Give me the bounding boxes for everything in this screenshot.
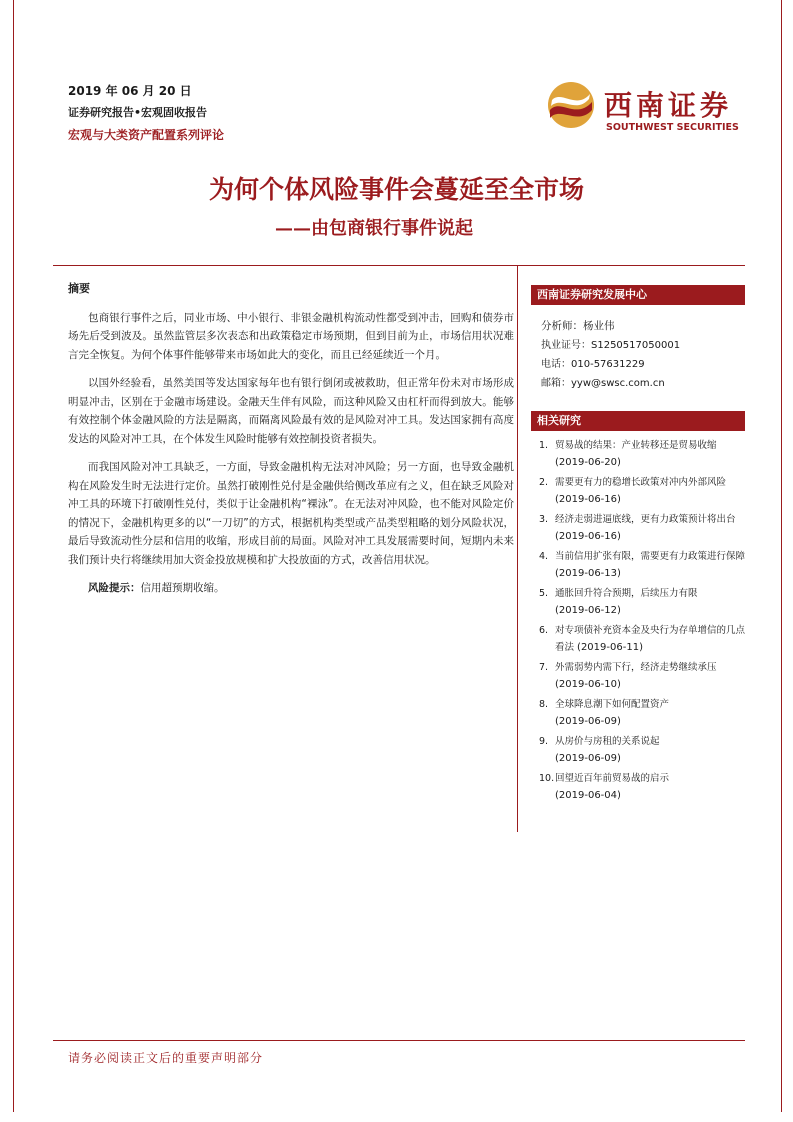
item-title: 当前信用扩张有限，需要更有力政策进行保障 bbox=[555, 551, 746, 562]
analyst-name: 分析师：杨业伟 bbox=[541, 320, 615, 332]
risk-warning bbox=[68, 579, 514, 598]
list-item[interactable] bbox=[539, 696, 745, 730]
report-date: 2019 年 06 月 20 日 bbox=[68, 84, 192, 98]
list-item[interactable] bbox=[539, 770, 745, 804]
item-date: (2019-06-16) bbox=[555, 494, 621, 505]
item-title: 全球降息潮下如何配置资产 bbox=[555, 699, 670, 710]
column-divider bbox=[517, 266, 518, 832]
abstract-paragraph: 而我国风险对冲工具缺乏，一方面，导致金融机构无法对冲风险；另一方面，也导致金融机构在风险发生时无法进行定价。虽然打破刚性兑付是金融供给侧改革应有之义，但在缺乏风险对冲工具的环境下打破刚性兑付，类似于让金融机构“裸泳”。在无法对冲风险，也不能对风险定价的情况下，金融机构更多的以“一刀切”的方式，根据机构类型或产品类型粗略的划分风险状况，最后导致流动性分层和信用的收缩，形成目前的局面。风险对冲工具发展需要时间，短期内未来我们预计央行将继续用加大资金投放规模和扩大投放面的方式，改善信用状况。 bbox=[68, 461, 514, 566]
company-logo bbox=[546, 80, 746, 136]
item-date: (2019-06-20) bbox=[555, 457, 621, 468]
list-item[interactable] bbox=[539, 622, 745, 656]
item-number: 2. bbox=[539, 477, 549, 488]
item-number: 1. bbox=[539, 440, 549, 451]
item-title: 经济走弱进逼底线，更有力政策预计将出台 bbox=[555, 514, 736, 525]
report-series: 宏观与大类资产配置系列评论 bbox=[68, 128, 225, 142]
report-subtitle: ——由包商银行事件说起 bbox=[275, 218, 473, 239]
abstract-heading: 摘要 bbox=[68, 282, 90, 295]
list-item[interactable] bbox=[539, 437, 745, 471]
item-number: 4. bbox=[539, 551, 549, 562]
abstract-section bbox=[68, 280, 514, 598]
abstract-paragraph: 包商银行事件之后，同业市场、中小银行、非银金融机构流动性都受到冲击，回购和债券市场先后受到波及。虽然监管层多次表态和出政策稳定市场预期，但到目前为止，市场信用状况难言完全恢复。为何个体事件能够带来市场如此大的变化，而且已经延续近一个月。 bbox=[68, 311, 514, 361]
list-item[interactable] bbox=[539, 511, 745, 545]
top-divider bbox=[53, 265, 745, 266]
list-item[interactable] bbox=[539, 659, 745, 693]
risk-label: 风险提示： bbox=[88, 582, 141, 594]
bottom-divider bbox=[53, 1040, 745, 1041]
report-meta bbox=[68, 80, 224, 146]
item-date: (2019-06-13) bbox=[555, 568, 621, 579]
item-title: 回望近百年前贸易战的启示 bbox=[555, 773, 670, 784]
logo-name-cn: 西南证券 bbox=[604, 89, 733, 122]
related-research-list bbox=[531, 437, 745, 804]
list-item[interactable] bbox=[539, 733, 745, 767]
list-item[interactable] bbox=[539, 548, 745, 582]
analyst-info bbox=[531, 305, 745, 401]
item-date: (2019-06-11) bbox=[577, 642, 643, 653]
report-category: 证券研究报告•宏观固收报告 bbox=[68, 106, 208, 119]
risk-text: 信用超预期收缩。 bbox=[140, 582, 225, 594]
item-number: 7. bbox=[539, 662, 549, 673]
item-title: 从房价与房租的关系说起 bbox=[555, 736, 660, 747]
logo-name-en: SOUTHWEST SECURITIES bbox=[606, 122, 739, 133]
item-date: (2019-06-10) bbox=[555, 679, 621, 690]
related-research-title: 相关研究 bbox=[531, 411, 745, 431]
footer-disclaimer: 请务必阅读正文后的重要声明部分 bbox=[68, 1051, 264, 1065]
item-date: (2019-06-16) bbox=[555, 531, 621, 542]
item-number: 10. bbox=[539, 773, 555, 784]
list-item[interactable] bbox=[539, 474, 745, 508]
abstract-paragraph: 以国外经验看，虽然美国等发达国家每年也有银行倒闭或被救助，但正常年份未对市场形成明显冲击，区别在于金融市场建设。金融天生伴有风险，而这种风险又由杠杆而得到放大。能够有效控制个体金融风险的方法是隔离，而隔离风险最有效的是风险对冲工具。发达国家拥有高度发达的风险对冲工具，在个体发生风险时能够有效控制投资者损失。 bbox=[68, 377, 514, 445]
analyst-phone: 电话：010-57631229 bbox=[541, 359, 645, 370]
item-title: 需要更有力的稳增长政策对冲内外部风险 bbox=[555, 477, 727, 488]
item-number: 5. bbox=[539, 588, 549, 599]
item-number: 8. bbox=[539, 699, 549, 710]
item-date: (2019-06-04) bbox=[555, 790, 621, 801]
item-number: 9. bbox=[539, 736, 549, 747]
sidebar bbox=[531, 285, 745, 807]
item-title: 外需弱势内需下行，经济走势继续承压 bbox=[555, 662, 717, 673]
item-title: 贸易战的结果：产业转移还是贸易收缩 bbox=[555, 440, 717, 451]
item-date: (2019-06-09) bbox=[555, 753, 621, 764]
analyst-license: 执业证号：S1250517050001 bbox=[541, 340, 681, 351]
report-title: 为何个体风险事件会蔓延至全市场 bbox=[208, 175, 584, 204]
item-number: 6. bbox=[539, 625, 549, 636]
research-center-title: 西南证券研究发展中心 bbox=[531, 285, 745, 305]
item-date: (2019-06-12) bbox=[555, 605, 621, 616]
item-title: 通胀回升符合预期，后续压力有限 bbox=[555, 588, 698, 599]
item-number: 3. bbox=[539, 514, 549, 525]
item-title: 对专项债补充资本金及央行为存单增信的几点看法 bbox=[555, 625, 746, 653]
analyst-email[interactable]: 邮箱：yyw@swsc.com.cn bbox=[541, 378, 665, 389]
item-date: (2019-06-09) bbox=[555, 716, 621, 727]
logo-mark-icon bbox=[546, 80, 596, 130]
list-item[interactable] bbox=[539, 585, 745, 619]
